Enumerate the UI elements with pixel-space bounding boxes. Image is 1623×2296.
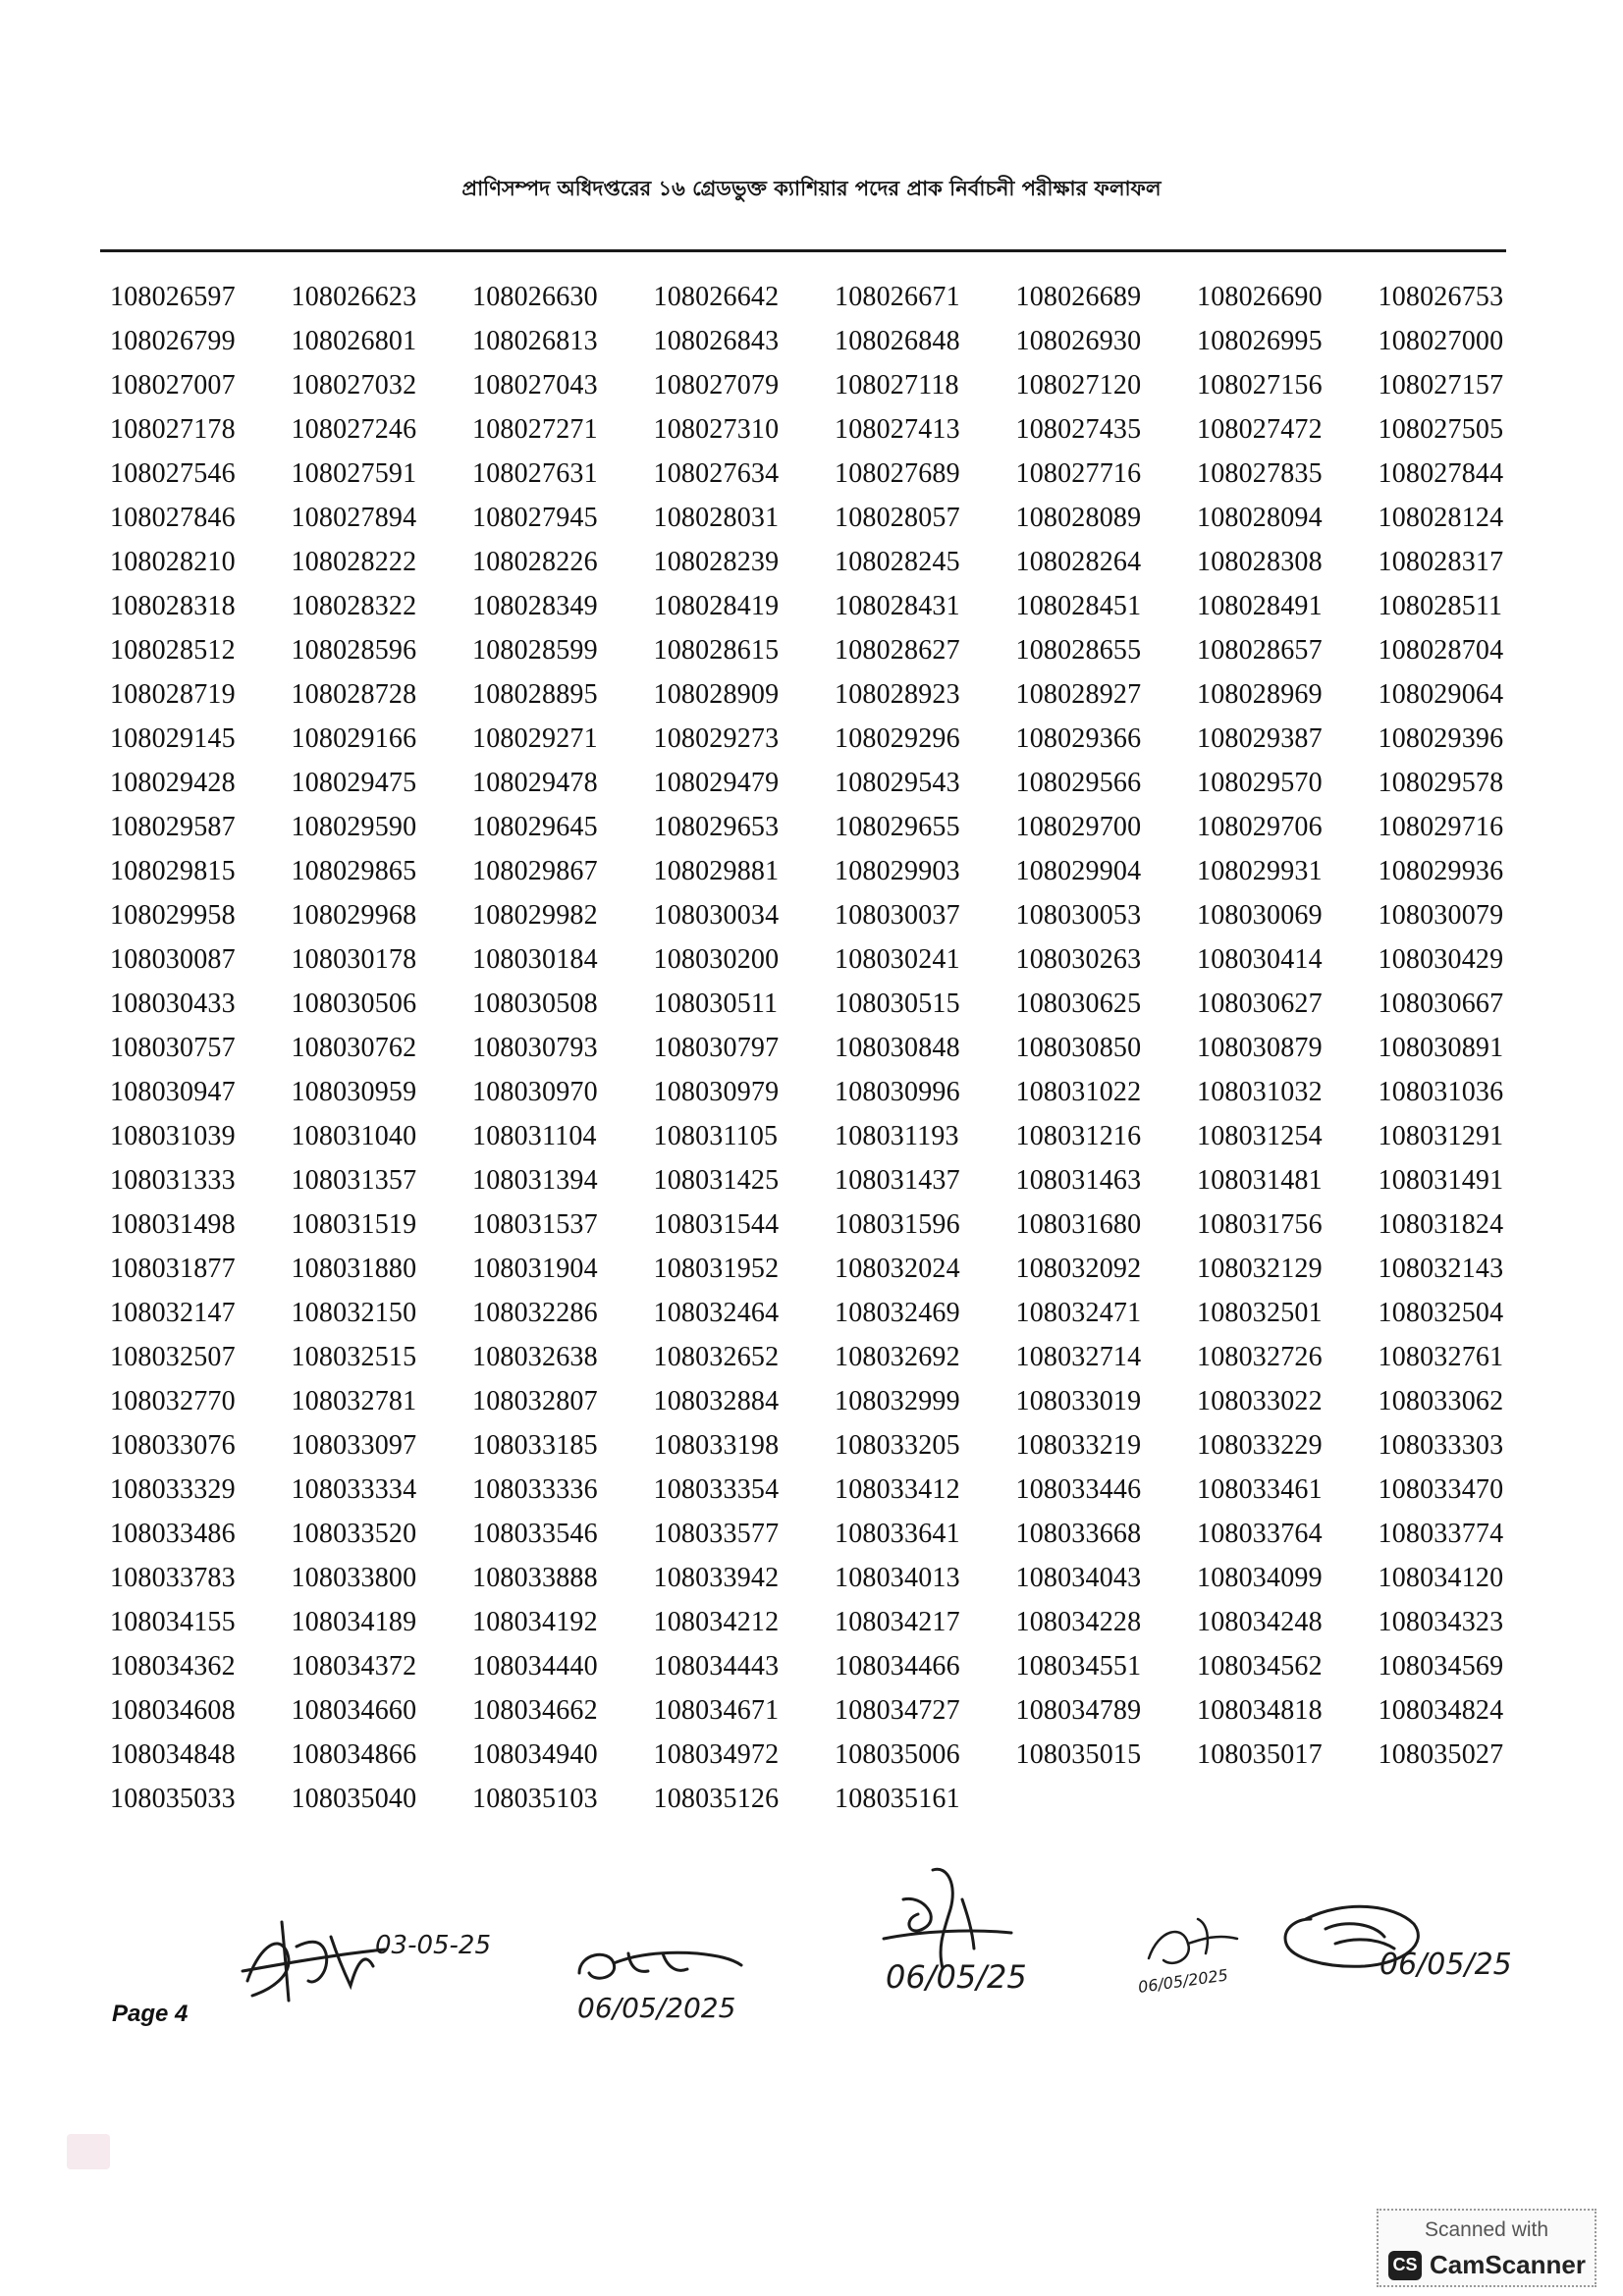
roll-number-cell: 108028264 — [1015, 547, 1142, 577]
roll-number-cell: 108028511 — [1378, 591, 1503, 621]
roll-number-cell: 108034727 — [835, 1695, 960, 1726]
roll-number-cell: 108032781 — [291, 1386, 417, 1416]
roll-number-cell: 108031394 — [472, 1165, 598, 1196]
roll-number-cell: 108029968 — [291, 900, 417, 931]
roll-number-cell: 108030797 — [653, 1033, 780, 1063]
roll-number-cell: 108027156 — [1197, 370, 1323, 400]
roll-number-cell: 108033336 — [472, 1474, 598, 1505]
roll-number-cell: 108028031 — [653, 503, 780, 533]
roll-number-cell: 108031022 — [1015, 1077, 1142, 1107]
page-number: Page 4 — [112, 2001, 189, 2027]
roll-number-cell: 108029958 — [110, 900, 236, 931]
signature-2 — [569, 1924, 815, 2032]
roll-number-cell: 108031544 — [653, 1209, 780, 1240]
roll-number-cell: 108033354 — [653, 1474, 780, 1505]
roll-number-cell: 108032770 — [110, 1386, 236, 1416]
roll-number-cell: 108026753 — [1378, 282, 1504, 312]
roll-number-cell: 108027435 — [1015, 414, 1142, 445]
roll-number-cell: 108029273 — [653, 723, 780, 754]
roll-number-cell: 108026930 — [1015, 326, 1142, 356]
roll-number-cell: 108028719 — [110, 679, 236, 710]
roll-number-cell: 108032129 — [1197, 1254, 1323, 1284]
roll-number-cell: 108034212 — [653, 1607, 780, 1637]
roll-number-cell: 108033577 — [653, 1519, 780, 1549]
roll-number-cell: 108033942 — [653, 1563, 780, 1593]
roll-number-cell: 108029936 — [1378, 856, 1504, 886]
roll-number-cell: 108030627 — [1197, 988, 1323, 1019]
roll-number-cell: 108029145 — [110, 723, 236, 754]
roll-number-cell: 108027157 — [1378, 370, 1504, 400]
roll-number-cell: 108026597 — [110, 282, 236, 312]
roll-number-cell: 108035027 — [1378, 1739, 1504, 1770]
roll-number-cell: 108031463 — [1015, 1165, 1142, 1196]
roll-number-cell: 108030996 — [835, 1077, 960, 1107]
roll-number-cell: 108034818 — [1197, 1695, 1323, 1726]
roll-number-cell: 108034608 — [110, 1695, 236, 1726]
roll-number-cell: 108027120 — [1015, 370, 1142, 400]
roll-number-cell: 108030433 — [110, 988, 236, 1019]
roll-number-cell: 108031519 — [291, 1209, 417, 1240]
roll-number-cell: 108031481 — [1197, 1165, 1323, 1196]
roll-number-cell: 108028124 — [1378, 503, 1504, 533]
roll-number-cell: 108034562 — [1197, 1651, 1323, 1682]
roll-number-cell: 108033097 — [291, 1430, 417, 1461]
roll-number-cell: 108030879 — [1197, 1033, 1323, 1063]
roll-number-cell: 108034099 — [1197, 1563, 1323, 1593]
roll-number-cell: 108031537 — [472, 1209, 598, 1240]
roll-number-cell: 108029478 — [472, 768, 598, 798]
roll-number-cell: 108030508 — [472, 988, 598, 1019]
roll-number-cell: 108034443 — [653, 1651, 780, 1682]
roll-number-cell: 108033198 — [653, 1430, 780, 1461]
roll-number-cell: 108031880 — [291, 1254, 417, 1284]
roll-number-cell: 108034228 — [1015, 1607, 1142, 1637]
roll-number-cell: 108030178 — [291, 944, 417, 975]
roll-number-cell: 108027178 — [110, 414, 236, 445]
roll-number-cell: 108031105 — [653, 1121, 779, 1151]
roll-number-cell: 108034217 — [835, 1607, 960, 1637]
roll-number-cell: 108032884 — [653, 1386, 780, 1416]
roll-number-cell: 108034866 — [291, 1739, 417, 1770]
roll-number-cell: 108029931 — [1197, 856, 1323, 886]
roll-number-cell: 108034120 — [1378, 1563, 1504, 1593]
roll-number-cell: 108029655 — [835, 812, 960, 842]
roll-number-cell: 108028728 — [291, 679, 417, 710]
roll-number-cell: 108033205 — [835, 1430, 960, 1461]
roll-number-cell: 108035033 — [110, 1784, 236, 1814]
roll-number-cell: 108029700 — [1015, 812, 1142, 842]
roll-number-cell: 108028308 — [1197, 547, 1323, 577]
roll-number-cell: 108028210 — [110, 547, 236, 577]
roll-number-cell: 108032469 — [835, 1298, 960, 1328]
roll-number-cell: 108032714 — [1015, 1342, 1142, 1372]
roll-number-cell: 108031904 — [472, 1254, 598, 1284]
roll-number-cell: 108029815 — [110, 856, 236, 886]
roll-number-cell: 108032761 — [1378, 1342, 1504, 1372]
camscanner-watermark — [1377, 2209, 1596, 2287]
roll-number-cell: 108029296 — [835, 723, 960, 754]
roll-number-cell: 108034043 — [1015, 1563, 1142, 1593]
roll-number-cell: 108034372 — [291, 1651, 417, 1682]
roll-number-cell: 108031437 — [835, 1165, 960, 1196]
roll-number-cell: 108026801 — [291, 326, 417, 356]
roll-number-cell: 108034192 — [472, 1607, 598, 1637]
roll-number-cell: 108031032 — [1197, 1077, 1323, 1107]
watermark-brand-row — [1388, 2250, 1586, 2280]
roll-number-cell: 108032150 — [291, 1298, 417, 1328]
roll-number-cell: 108034362 — [110, 1651, 236, 1682]
roll-number-cell: 108033546 — [472, 1519, 598, 1549]
roll-number-cell: 108029387 — [1197, 723, 1323, 754]
roll-number-cell: 108028057 — [835, 503, 960, 533]
roll-number-cell: 108029587 — [110, 812, 236, 842]
roll-number-cell: 108030947 — [110, 1077, 236, 1107]
signature-4 — [1129, 1899, 1276, 2007]
roll-number-cell: 108033303 — [1378, 1430, 1504, 1461]
roll-number-cell: 108026995 — [1197, 326, 1323, 356]
roll-number-cell: 108033062 — [1378, 1386, 1504, 1416]
roll-number-cell: 108029570 — [1197, 768, 1323, 798]
roll-number-cell: 108032286 — [472, 1298, 598, 1328]
signature-4-date: 06/05/2025 — [1136, 1965, 1229, 1997]
roll-number-cell: 108035017 — [1197, 1739, 1323, 1770]
roll-number-cell: 108031877 — [110, 1254, 236, 1284]
roll-number-cell: 108033412 — [835, 1474, 960, 1505]
roll-number-cell: 108030970 — [472, 1077, 598, 1107]
roll-number-cell: 108029867 — [472, 856, 598, 886]
roll-number-cell: 108035103 — [472, 1784, 598, 1814]
document-title: প্রাণিসম্পদ অধিদপ্তরের ১৬ গ্রেডভুক্ত ক্যাশিয়ার পদের প্রাক নির্বাচনী পরীক্ষার ফলাফল — [461, 177, 1162, 200]
roll-number-cell: 108027634 — [653, 458, 780, 489]
roll-number-cell: 108031680 — [1015, 1209, 1142, 1240]
roll-number-cell: 108031824 — [1378, 1209, 1504, 1240]
roll-number-cell: 108030079 — [1378, 900, 1504, 931]
roll-number-cell: 108028627 — [835, 635, 960, 666]
roll-number-cell: 108028349 — [472, 591, 598, 621]
roll-number-cell: 108032501 — [1197, 1298, 1323, 1328]
watermark-caption: Scanned with — [1424, 2218, 1549, 2241]
roll-number-cell: 108027835 — [1197, 458, 1323, 489]
roll-number-cell: 108033185 — [472, 1430, 598, 1461]
roll-number-cell: 108033076 — [110, 1430, 236, 1461]
roll-number-cell: 108032507 — [110, 1342, 236, 1372]
roll-number-cell: 108028431 — [835, 591, 960, 621]
roll-number-cell: 108033764 — [1197, 1519, 1323, 1549]
roll-number-cell: 108031216 — [1015, 1121, 1142, 1151]
roll-number-cell: 108028419 — [653, 591, 780, 621]
roll-number-cell: 108029881 — [653, 856, 780, 886]
roll-number-cell: 108033461 — [1197, 1474, 1323, 1505]
roll-number-cell: 108031104 — [472, 1121, 597, 1151]
roll-number-cell: 108030511 — [653, 988, 779, 1019]
roll-number-cell: 108030069 — [1197, 900, 1323, 931]
roll-number-cell: 108026623 — [291, 282, 417, 312]
roll-number-cell: 108031333 — [110, 1165, 236, 1196]
roll-number-cell: 108028895 — [472, 679, 598, 710]
roll-number-cell: 108030087 — [110, 944, 236, 975]
roll-number-cell: 108033219 — [1015, 1430, 1142, 1461]
roll-number-cell: 108033800 — [291, 1563, 417, 1593]
roll-number-cell: 108027413 — [835, 414, 960, 445]
roll-number-cell: 108027007 — [110, 370, 236, 400]
signature-1-date: 03-05-25 — [375, 1931, 492, 1960]
signature-5 — [1267, 1890, 1522, 2007]
roll-number-cell: 108028969 — [1197, 679, 1323, 710]
roll-number-cell: 108032147 — [110, 1298, 236, 1328]
roll-number-cell: 108031596 — [835, 1209, 960, 1240]
roll-number-cell: 108028317 — [1378, 547, 1504, 577]
roll-number-cell: 108030053 — [1015, 900, 1142, 931]
roll-number-cell: 108027846 — [110, 503, 236, 533]
roll-number-cell: 108030891 — [1378, 1033, 1504, 1063]
roll-number-cell: 108030200 — [653, 944, 780, 975]
roll-number-cell: 108030979 — [653, 1077, 780, 1107]
roll-number-cell: 108027716 — [1015, 458, 1142, 489]
roll-number-cell: 108026642 — [653, 282, 780, 312]
signature-5-date: 06/05/25 — [1380, 1948, 1512, 1982]
roll-number-cell: 108032471 — [1015, 1298, 1142, 1328]
roll-number-cell: 108033783 — [110, 1563, 236, 1593]
roll-number-cell: 108028239 — [653, 547, 780, 577]
roll-number-cell: 108029064 — [1378, 679, 1504, 710]
roll-number-cell: 108027118 — [835, 370, 959, 400]
roll-number-cell: 108026689 — [1015, 282, 1142, 312]
roll-number-cell: 108033470 — [1378, 1474, 1504, 1505]
roll-number-cell: 108026813 — [472, 326, 598, 356]
roll-number-cell: 108032464 — [653, 1298, 780, 1328]
roll-number-cell: 108029543 — [835, 768, 960, 798]
roll-number-cell: 108026630 — [472, 282, 598, 312]
roll-number-cell: 108028322 — [291, 591, 417, 621]
roll-number-cell: 108030414 — [1197, 944, 1323, 975]
roll-number-cell: 108029982 — [472, 900, 598, 931]
roll-number-cell: 108029428 — [110, 768, 236, 798]
roll-number-cell: 108030429 — [1378, 944, 1504, 975]
roll-number-cell: 108028927 — [1015, 679, 1142, 710]
roll-number-cell: 108028596 — [291, 635, 417, 666]
roll-number-cell: 108027945 — [472, 503, 598, 533]
roll-number-cell: 108035126 — [653, 1784, 780, 1814]
roll-number-cell: 108029366 — [1015, 723, 1142, 754]
roll-number-cell: 108031357 — [291, 1165, 417, 1196]
roll-number-cell: 108028923 — [835, 679, 960, 710]
camscanner-logo-icon: CS — [1388, 2251, 1422, 2280]
roll-number-cell: 108032143 — [1378, 1254, 1504, 1284]
roll-number-cell: 108034569 — [1378, 1651, 1504, 1682]
watermark-brand: CamScanner — [1430, 2250, 1586, 2279]
roll-number-cell: 108033888 — [472, 1563, 598, 1593]
roll-number-cell: 108030037 — [835, 900, 960, 931]
roll-number-cell: 108034671 — [653, 1695, 780, 1726]
roll-number-cell: 108032092 — [1015, 1254, 1142, 1284]
roll-number-cell: 108029716 — [1378, 812, 1504, 842]
roll-number-cell: 108034248 — [1197, 1607, 1323, 1637]
roll-number-cell: 108032726 — [1197, 1342, 1323, 1372]
roll-number-cell: 108035161 — [835, 1784, 960, 1814]
roll-number-cell: 108028655 — [1015, 635, 1142, 666]
roll-number-cell: 108034940 — [472, 1739, 598, 1770]
roll-number-cell: 108030515 — [835, 988, 960, 1019]
roll-number-cell: 108028245 — [835, 547, 960, 577]
roll-number-cell: 108031291 — [1378, 1121, 1504, 1151]
roll-number-cell: 108033520 — [291, 1519, 417, 1549]
roll-number-cell: 108028909 — [653, 679, 780, 710]
roll-number-cell: 108032515 — [291, 1342, 417, 1372]
roll-number-cell: 108033022 — [1197, 1386, 1323, 1416]
roll-number-cell: 108029904 — [1015, 856, 1142, 886]
roll-number-cell: 108034440 — [472, 1651, 598, 1682]
roll-number-cell: 108028222 — [291, 547, 417, 577]
roll-number-cell: 108032024 — [835, 1254, 960, 1284]
roll-number-cell: 108029903 — [835, 856, 960, 886]
roll-number-cell: 108034824 — [1378, 1695, 1504, 1726]
roll-number-cell: 108027079 — [653, 370, 780, 400]
roll-number-cell: 108031039 — [110, 1121, 236, 1151]
roll-number-cell: 108027505 — [1378, 414, 1504, 445]
signature-1 — [228, 1893, 522, 2020]
roll-number-cell: 108028094 — [1197, 503, 1323, 533]
roll-number-cell: 108028599 — [472, 635, 598, 666]
roll-number-cell: 108028089 — [1015, 503, 1142, 533]
roll-number-cell: 108027032 — [291, 370, 417, 400]
roll-number-cell: 108030241 — [835, 944, 960, 975]
roll-number-cell: 108029645 — [472, 812, 598, 842]
roll-number-cell: 108033486 — [110, 1519, 236, 1549]
roll-number-cell: 108027894 — [291, 503, 417, 533]
roll-number-cell: 108029865 — [291, 856, 417, 886]
roll-number-cell: 108029475 — [291, 768, 417, 798]
roll-number-cell: 108030762 — [291, 1033, 417, 1063]
roll-number-cell: 108032692 — [835, 1342, 960, 1372]
roll-number-cell: 108031254 — [1197, 1121, 1323, 1151]
roll-number-cell: 108028226 — [472, 547, 598, 577]
roll-number-cell: 108027472 — [1197, 414, 1323, 445]
roll-number-cell: 108034323 — [1378, 1607, 1504, 1637]
roll-number-cell: 108029271 — [472, 723, 598, 754]
roll-number-cell: 108033446 — [1015, 1474, 1142, 1505]
roll-number-cell: 108030848 — [835, 1033, 960, 1063]
roll-number-cell: 108033641 — [835, 1519, 960, 1549]
roll-number-cell: 108029653 — [653, 812, 780, 842]
scan-smudge — [67, 2134, 110, 2169]
roll-number-cell: 108034189 — [291, 1607, 417, 1637]
roll-number-cell: 108030667 — [1378, 988, 1504, 1019]
roll-number-cell: 108027043 — [472, 370, 598, 400]
roll-number-cell: 108033334 — [291, 1474, 417, 1505]
roll-number-cell: 108030757 — [110, 1033, 236, 1063]
roll-number-cell: 108032652 — [653, 1342, 780, 1372]
roll-number-cell: 108029706 — [1197, 812, 1323, 842]
roll-number-cell: 108031036 — [1378, 1077, 1504, 1107]
roll-number-cell: 108027689 — [835, 458, 960, 489]
header-rule — [100, 249, 1506, 252]
roll-number-cell: 108030506 — [291, 988, 417, 1019]
roll-number-cell: 108031952 — [653, 1254, 780, 1284]
roll-number-cell: 108032504 — [1378, 1298, 1504, 1328]
roll-number-cell: 108027246 — [291, 414, 417, 445]
roll-number-cell: 108026671 — [835, 282, 960, 312]
roll-number-cell: 108029396 — [1378, 723, 1504, 754]
roll-number-cell: 108034662 — [472, 1695, 598, 1726]
roll-number-cell: 108029166 — [291, 723, 417, 754]
roll-number-cell: 108030625 — [1015, 988, 1142, 1019]
roll-number-cell: 108033019 — [1015, 1386, 1142, 1416]
roll-number-cell: 108027844 — [1378, 458, 1504, 489]
signature-2-date: 06/05/2025 — [577, 1992, 736, 2024]
roll-number-cell: 108035040 — [291, 1784, 417, 1814]
roll-number-cell: 108031193 — [835, 1121, 959, 1151]
roll-number-cell: 108033329 — [110, 1474, 236, 1505]
roll-number-cell: 108027271 — [472, 414, 598, 445]
roll-number-cell: 108034972 — [653, 1739, 780, 1770]
roll-number-grid — [110, 275, 1514, 1821]
roll-number-cell: 108026799 — [110, 326, 236, 356]
roll-number-cell: 108027546 — [110, 458, 236, 489]
roll-number-cell: 108032999 — [835, 1386, 960, 1416]
roll-number-cell: 108033229 — [1197, 1430, 1323, 1461]
roll-number-cell: 108027310 — [653, 414, 780, 445]
roll-number-cell: 108029578 — [1378, 768, 1504, 798]
roll-number-cell: 108031491 — [1378, 1165, 1504, 1196]
roll-number-cell: 108030850 — [1015, 1033, 1142, 1063]
roll-number-cell: 108028318 — [110, 591, 236, 621]
roll-number-cell: 108026843 — [653, 326, 780, 356]
roll-number-cell: 108030793 — [472, 1033, 598, 1063]
signature-3 — [864, 1860, 1119, 2007]
roll-number-cell: 108030263 — [1015, 944, 1142, 975]
roll-number-cell: 108034848 — [110, 1739, 236, 1770]
roll-number-cell: 108034660 — [291, 1695, 417, 1726]
roll-number-cell: 108029479 — [653, 768, 780, 798]
roll-number-cell: 108034789 — [1015, 1695, 1142, 1726]
roll-number-cell: 108032807 — [472, 1386, 598, 1416]
roll-number-cell: 108033774 — [1378, 1519, 1504, 1549]
roll-number-cell: 108034466 — [835, 1651, 960, 1682]
roll-number-cell: 108034155 — [110, 1607, 236, 1637]
roll-number-cell: 108028704 — [1378, 635, 1504, 666]
roll-number-cell: 108030959 — [291, 1077, 417, 1107]
signature-3-date: 06/05/25 — [886, 1958, 1027, 1996]
roll-number-cell: 108028451 — [1015, 591, 1142, 621]
roll-number-cell: 108029590 — [291, 812, 417, 842]
roll-number-cell: 108028491 — [1197, 591, 1323, 621]
roll-number-cell: 108031425 — [653, 1165, 780, 1196]
roll-number-cell: 108035015 — [1015, 1739, 1142, 1770]
roll-number-cell: 108035006 — [835, 1739, 960, 1770]
roll-number-cell: 108028657 — [1197, 635, 1323, 666]
roll-number-cell: 108026848 — [835, 326, 960, 356]
roll-number-cell: 108033668 — [1015, 1519, 1142, 1549]
roll-number-cell: 108031040 — [291, 1121, 417, 1151]
roll-number-cell: 108029566 — [1015, 768, 1142, 798]
roll-number-cell: 108027591 — [291, 458, 417, 489]
roll-number-cell: 108028512 — [110, 635, 236, 666]
roll-number-cell: 108032638 — [472, 1342, 598, 1372]
roll-number-cell: 108031498 — [110, 1209, 236, 1240]
roll-number-cell: 108030184 — [472, 944, 598, 975]
roll-number-cell: 108028615 — [653, 635, 780, 666]
roll-number-cell: 108034013 — [835, 1563, 960, 1593]
roll-number-cell: 108026690 — [1197, 282, 1323, 312]
roll-number-cell: 108027631 — [472, 458, 598, 489]
roll-number-cell: 108027000 — [1378, 326, 1504, 356]
roll-number-cell: 108030034 — [653, 900, 780, 931]
roll-number-cell: 108034551 — [1015, 1651, 1142, 1682]
roll-number-cell: 108031756 — [1197, 1209, 1323, 1240]
